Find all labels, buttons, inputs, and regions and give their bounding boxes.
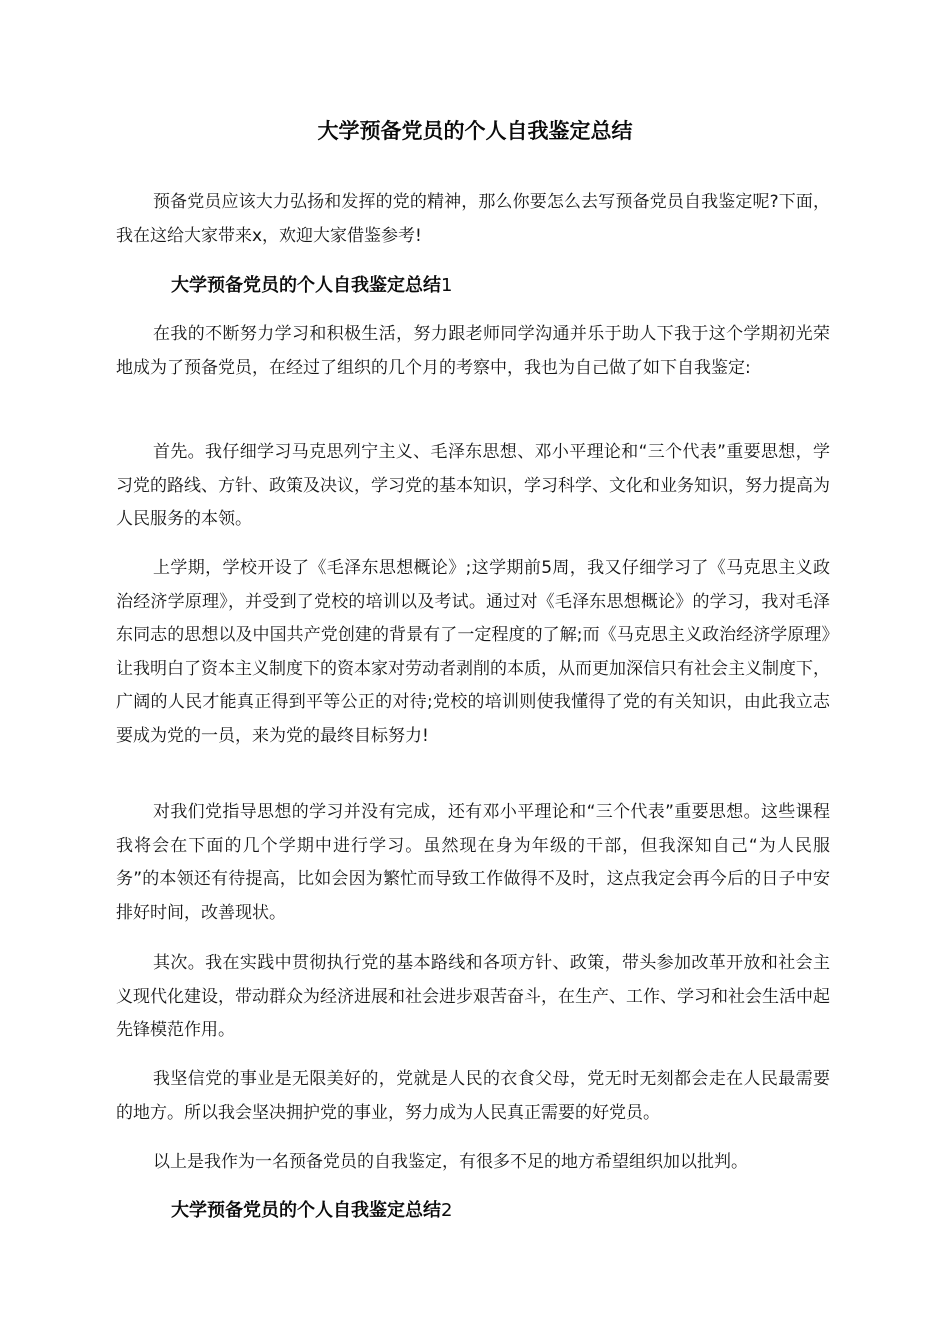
body-paragraph: 其次。我在实践中贯彻执行党的基本路线和各项方针、政策，带头参加改革开放和社会主义现代化建设，带动群众为经济进展和社会进步艰苦奋斗，在生产、工作、学习和社会生活中起先锋模范作用。 [116,953,830,1040]
section-heading-1 [171,271,452,301]
body-paragraph: 在我的不断努力学习和积极生活，努力跟老师同学沟通并乐于助人下我于这个学期初光荣地成为了预备党员，在经过了组织的几个月的考察中，我也为自己做了如下自我鉴定: [116,324,830,378]
section-heading-1-number: 1 [441,275,453,296]
body-paragraph: 对我们党指导思想的学习并没有完成，还有邓小平理论和“三个代表”重要思想。这些课程我将会在下面的几个学期中进行学习。虽然现在身为年级的干部，但我深知自己“为人民服务”的本领还有待提高，比如会因为繁忙而导致工作做得不及时，这点我定会再今后的日子中安排好时间，改善现状。 [116,802,830,923]
body-paragraph: 首先。我仔细学习马克思列宁主义、毛泽东思想、邓小平理论和“三个代表”重要思想，学习党的路线、方针、政策及决议，学习党的基本知识，学习科学、文化和业务知识，努力提高为人民服务的本领。 [116,442,830,529]
document-title: 大学预备党员的个人自我鉴定总结 [317,119,633,143]
body-paragraph: 上学期，学校开设了《毛泽东思想概论》;这学期前5周，我又仔细学习了《马克思主义政治经济学原理》，并受到了党校的培训以及考试。通过对《毛泽东思想概论》的学习，我对毛泽东同志的思想以及中国共产党创建的背景有了一定程度的了解;而《马克思主义政治经济学原理》让我明白了资本主义制度下的资本家对劳动者剥削的本质，从而更加深信只有社会主义制度下，广阔的人民才能真正得到平等公正的对待;党校的培训则使我懂得了党的有关知识，由此我立志要成为党的一员，来为党的最终目标努力! [116,558,830,746]
body-paragraph: 我坚信党的事业是无限美好的，党就是人民的衣食父母，党无时无刻都会走在人民最需要的地方。所以我会坚决拥护党的事业，努力成为人民真正需要的好党员。 [116,1069,830,1123]
body-paragraph: 以上是我作为一名预备党员的自我鉴定，有很多不足的地方希望组织加以批判。 [153,1152,748,1172]
section-heading-2-number: 2 [441,1200,453,1221]
section-heading-2 [171,1196,452,1226]
section-heading-2-text: 大学预备党员的个人自我鉴定总结 [171,1200,441,1221]
intro-paragraph: 预备党员应该大力弘扬和发挥的党的精神，那么你要怎么去写预备党员自我鉴定呢?下面，我在这给大家带来x，欢迎大家借鉴参考! [116,192,830,246]
section-heading-1-text: 大学预备党员的个人自我鉴定总结 [171,275,441,296]
